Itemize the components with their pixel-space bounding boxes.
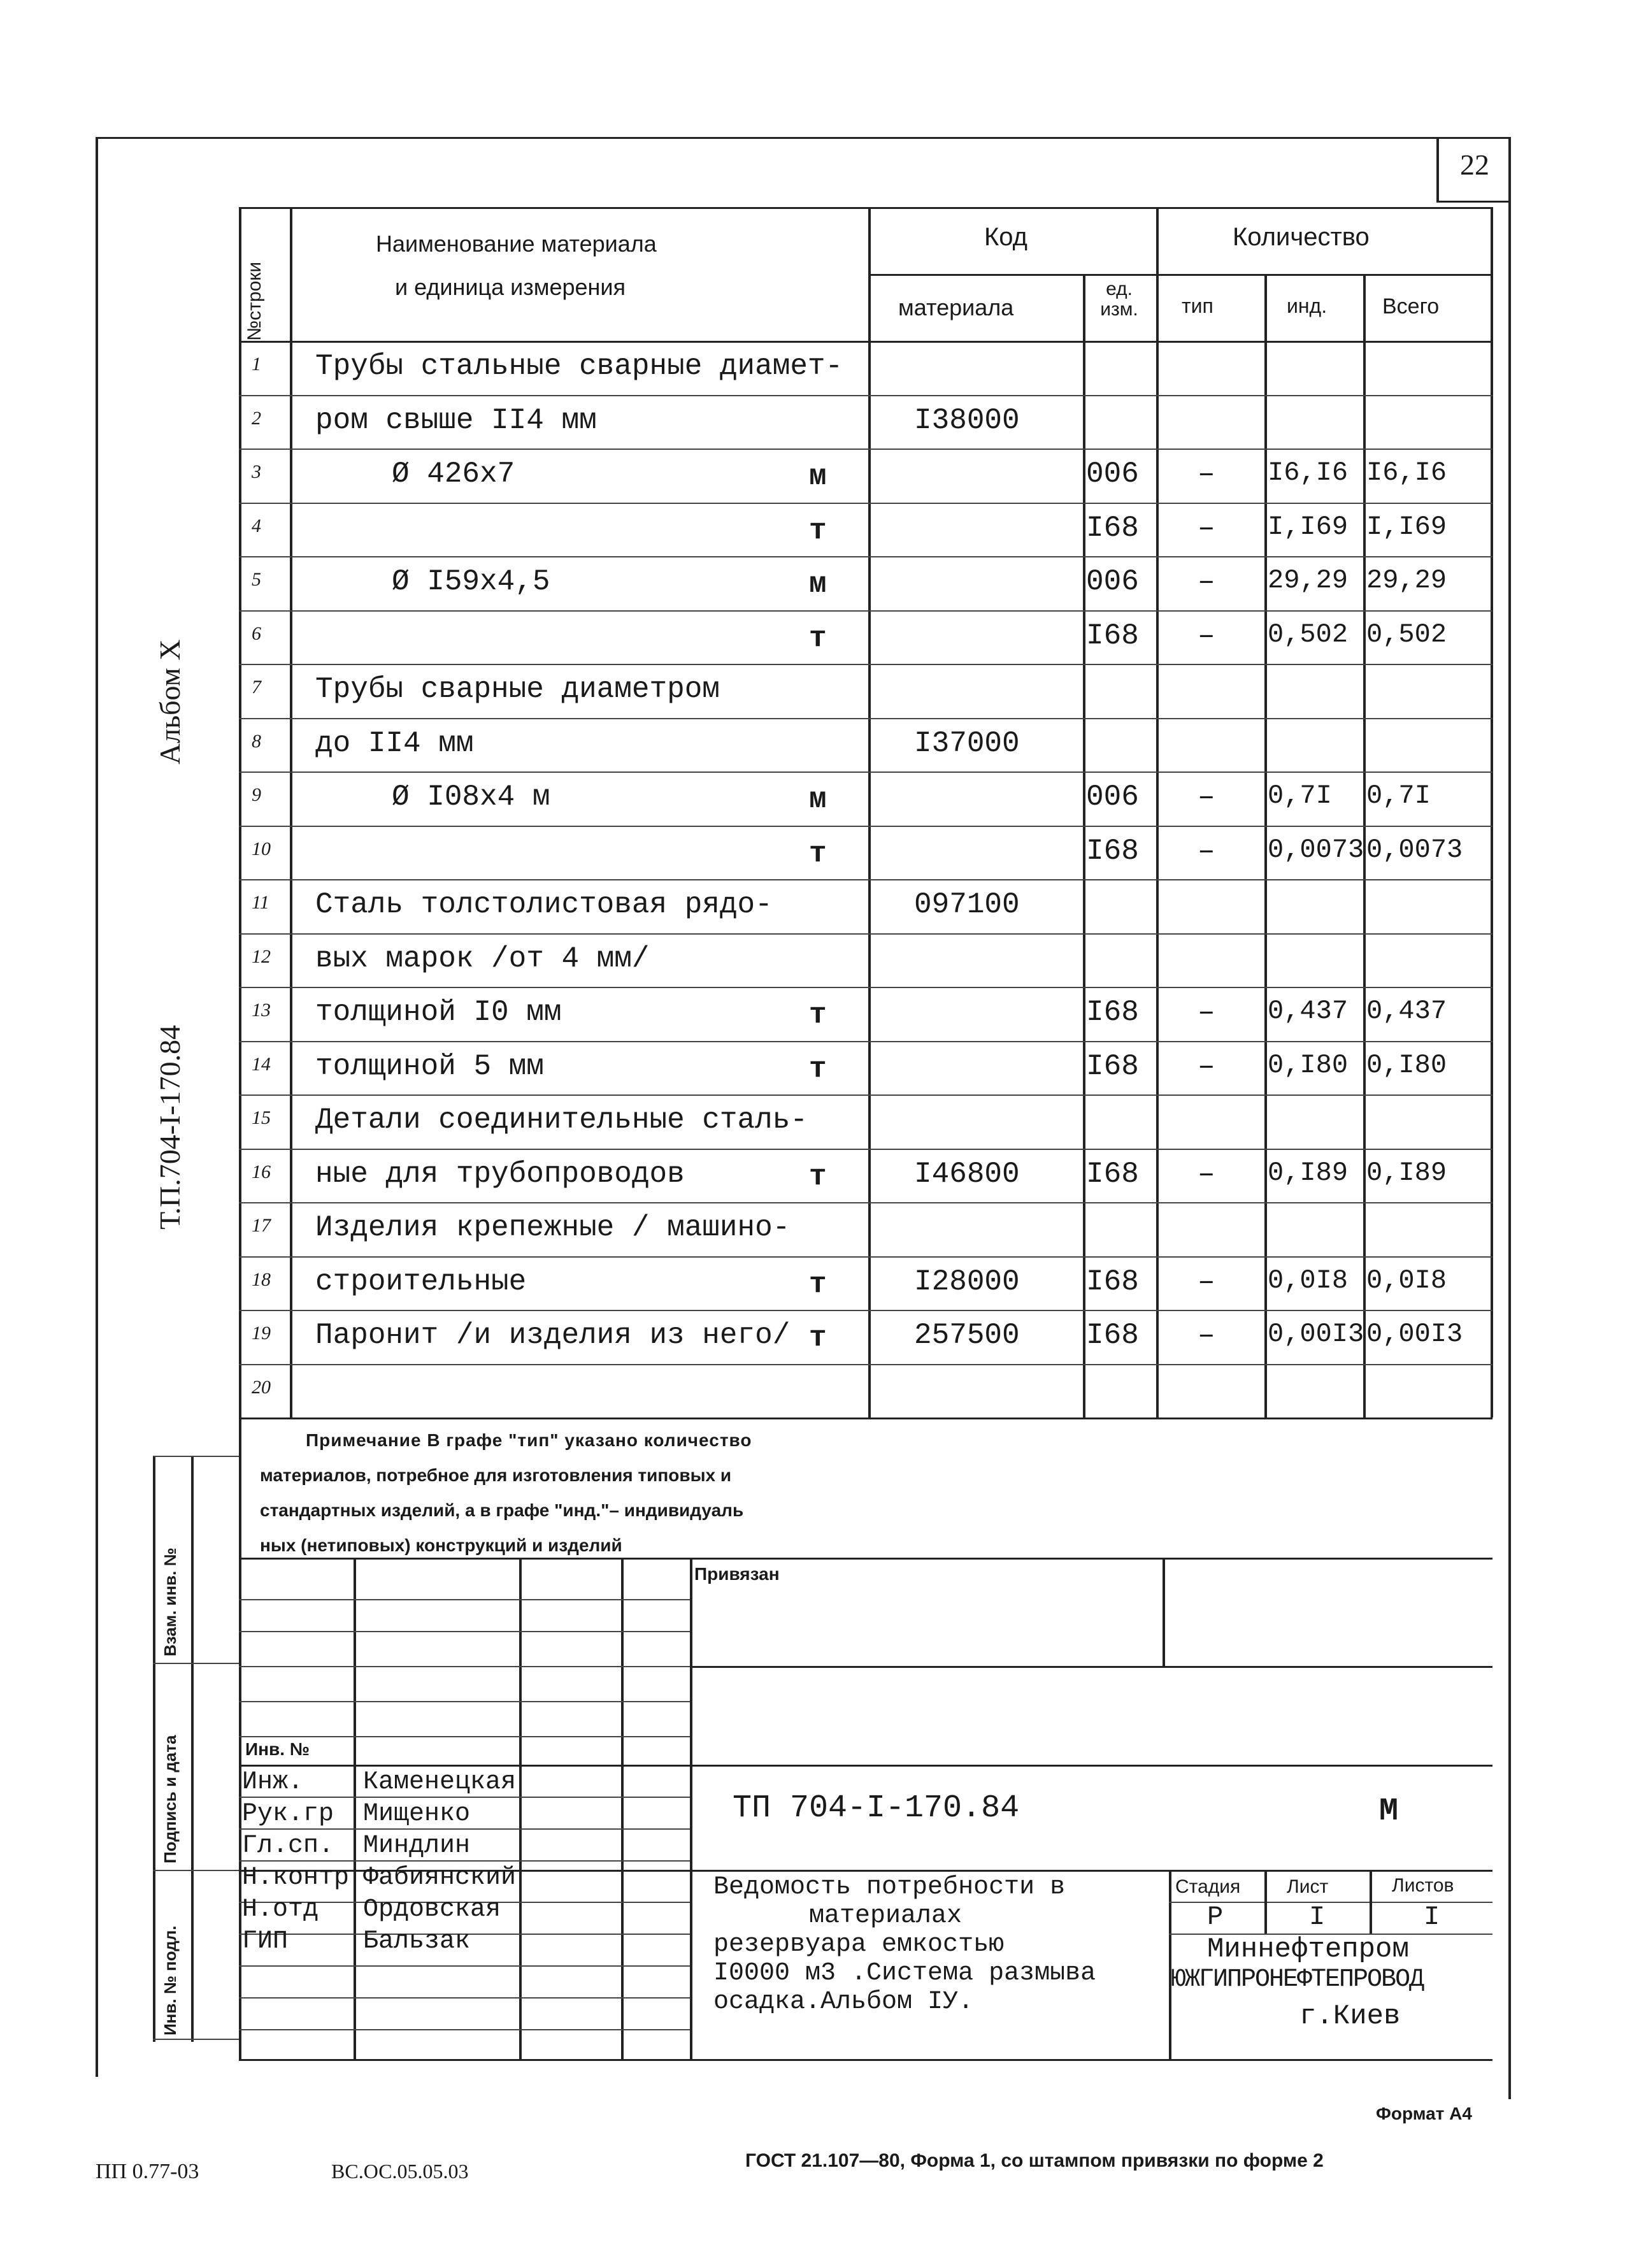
stamp-name: Мищенко xyxy=(363,1800,471,1828)
row-qty-ind: 0,0I8 xyxy=(1268,1265,1349,1296)
row-number: 9 xyxy=(252,784,261,805)
row-name: Ø I08x4 м xyxy=(392,780,550,814)
row-qty-total: I6,I6 xyxy=(1366,457,1447,488)
row-name: ром свыше II4 мм xyxy=(315,404,597,437)
row-unit-code: I68 xyxy=(1086,1319,1139,1352)
left-sign-date: Подпись и дата xyxy=(161,1735,180,1863)
sheets-label: Листов xyxy=(1392,1875,1454,1896)
row-number: 3 xyxy=(252,461,261,482)
header-name-line1: Наименование материала xyxy=(376,231,657,257)
stamp-title-line: резервуара емкостью xyxy=(713,1930,1005,1959)
row-code: I28000 xyxy=(914,1265,1020,1298)
sheet-value: I xyxy=(1309,1902,1326,1932)
row-qty-type: – xyxy=(1198,619,1215,652)
stamp-title-line: материалах xyxy=(809,1902,963,1930)
row-unit: т xyxy=(809,1160,827,1193)
row-unit: м xyxy=(809,783,827,816)
row-qty-total: 0,0I8 xyxy=(1366,1265,1447,1296)
row-name: Изделия крепежные / машино- xyxy=(315,1211,791,1244)
row-unit: т xyxy=(809,1321,827,1354)
header-code-unit: ед. изм. xyxy=(1100,278,1138,320)
left-vz-inv: Взам. инв. № xyxy=(161,1547,180,1656)
row-unit: т xyxy=(809,514,827,547)
header-name-line2: и единица измерения xyxy=(395,274,626,300)
row-name: до II4 мм xyxy=(315,727,474,760)
row-name: Ø I59x4,5 xyxy=(392,565,550,598)
page-number: 22 xyxy=(1460,148,1489,181)
row-number: 1 xyxy=(252,354,261,375)
row-number: 16 xyxy=(252,1161,271,1182)
row-qty-type: – xyxy=(1198,1158,1215,1191)
left-inv-orig: Инв. № подл. xyxy=(161,1925,180,2035)
row-name: толщиной 5 мм xyxy=(315,1050,544,1083)
header-qty-ind: инд. xyxy=(1287,294,1328,317)
row-qty-ind: 0,I89 xyxy=(1268,1158,1349,1188)
row-qty-ind: 0,502 xyxy=(1268,619,1349,650)
stamp-role: Инж. xyxy=(242,1768,304,1797)
row-number: 15 xyxy=(252,1107,271,1128)
row-name: Сталь толстолистовая рядо- xyxy=(315,888,773,921)
row-number: 4 xyxy=(252,515,261,536)
row-code: I38000 xyxy=(914,404,1020,437)
stamp-role: Н.отд xyxy=(242,1895,319,1924)
row-code: 257500 xyxy=(914,1319,1020,1352)
row-number: 17 xyxy=(252,1215,271,1236)
row-number: 11 xyxy=(252,892,269,913)
row-number: 7 xyxy=(252,677,261,698)
project-side-label: Т.П.704-I-170.84 xyxy=(154,1024,186,1230)
row-qty-type: – xyxy=(1198,565,1215,598)
org-line2: ЮЖГИПРОНЕФТЕПРОВОД xyxy=(1171,1965,1424,1994)
row-number: 6 xyxy=(252,623,261,644)
row-number: 5 xyxy=(252,569,261,590)
row-qty-total: 0,I89 xyxy=(1366,1158,1447,1188)
row-qty-ind: 0,7I xyxy=(1268,780,1332,811)
row-code: I46800 xyxy=(914,1158,1020,1191)
stage-value: Р xyxy=(1207,1902,1224,1932)
row-unit-code: I68 xyxy=(1086,1050,1139,1083)
row-unit-code: I68 xyxy=(1086,1158,1139,1191)
row-name: строительные xyxy=(315,1265,527,1298)
row-qty-ind: I6,I6 xyxy=(1268,457,1349,488)
row-unit-code: I68 xyxy=(1086,512,1139,545)
doc-code: ТП 704-I-170.84 xyxy=(733,1790,1020,1827)
row-number: 18 xyxy=(252,1269,271,1290)
row-qty-type: – xyxy=(1198,996,1215,1029)
stamp-name: Фабиянский xyxy=(363,1863,517,1892)
footer-left1: ПП 0.77-03 xyxy=(96,2160,199,2183)
row-code: I37000 xyxy=(914,727,1020,760)
stamp-role: Н.контр xyxy=(242,1863,350,1892)
header-row-no: №строки xyxy=(244,261,265,341)
row-name: вых марок /от 4 мм/ xyxy=(315,942,650,975)
footer-left2: ВС.ОС.05.05.03 xyxy=(331,2160,469,2183)
row-number: 2 xyxy=(252,408,261,429)
note-line1: Примечание В графе "тип" указано количество xyxy=(306,1430,752,1450)
row-qty-total: 0,7I xyxy=(1366,780,1431,811)
album-label: Альбом X xyxy=(154,639,186,764)
row-unit: т xyxy=(809,998,827,1031)
row-qty-type: – xyxy=(1198,780,1215,814)
row-number: 10 xyxy=(252,838,271,859)
row-name: ные для трубопроводов xyxy=(315,1158,685,1191)
row-number: 20 xyxy=(252,1377,271,1398)
row-qty-total: 0,0073 xyxy=(1366,835,1463,865)
stamp-name: Бальзак xyxy=(363,1927,471,1956)
row-qty-total: 0,00I3 xyxy=(1366,1319,1463,1349)
stage-label: Стадия xyxy=(1175,1876,1241,1897)
stamp-name: Миндлин xyxy=(363,1832,471,1860)
stamp-title-line: осадка.Альбом IУ. xyxy=(713,1988,974,2016)
org-line3: г.Киев xyxy=(1299,2000,1401,2032)
header-quantity: Количество xyxy=(1233,223,1370,251)
row-unit-code: I68 xyxy=(1086,619,1139,652)
row-unit: м xyxy=(809,568,827,601)
row-qty-ind: I,I69 xyxy=(1268,512,1349,542)
note-line3: стандартных изделий, а в графе "инд."– индивидуаль xyxy=(260,1500,744,1520)
header-qty-type: тип xyxy=(1182,294,1213,317)
row-qty-type: – xyxy=(1198,512,1215,545)
row-qty-total: 0,502 xyxy=(1366,619,1447,650)
row-unit-code: I68 xyxy=(1086,996,1139,1029)
row-unit: т xyxy=(809,837,827,870)
row-unit: т xyxy=(809,622,827,655)
row-name: Паронит /и изделия из него/ xyxy=(315,1319,791,1352)
inv-no-label: Инв. № xyxy=(245,1739,310,1759)
stamp-title-line: Ведомость потребности в xyxy=(713,1873,1066,1902)
row-qty-type: – xyxy=(1198,835,1215,868)
format-label: Формат А4 xyxy=(1376,2104,1472,2123)
row-number: 14 xyxy=(252,1054,271,1075)
sheet-label: Лист xyxy=(1287,1876,1329,1897)
row-unit: м xyxy=(809,460,827,493)
row-unit-code: I68 xyxy=(1086,1265,1139,1298)
row-qty-ind: 0,0073 xyxy=(1268,835,1364,865)
row-qty-total: I,I69 xyxy=(1366,512,1447,542)
sheets-value: I xyxy=(1424,1902,1440,1932)
row-unit-code: I68 xyxy=(1086,835,1139,868)
row-unit-code: 006 xyxy=(1086,780,1139,814)
stamp-name: Ордовская xyxy=(363,1895,501,1924)
note-line4: ных (нетиповых) конструкций и изделий xyxy=(260,1535,622,1555)
row-number: 19 xyxy=(252,1323,271,1344)
row-qty-total: 0,437 xyxy=(1366,996,1447,1026)
row-name: Ø 426x7 xyxy=(392,457,515,491)
row-name: толщиной I0 мм xyxy=(315,996,562,1029)
row-qty-ind: 0,I80 xyxy=(1268,1050,1349,1080)
stamp-title-line: I0000 м3 .Система размыва xyxy=(713,1959,1096,1988)
row-unit-code: 006 xyxy=(1086,457,1139,491)
stamp-role: ГИП xyxy=(242,1927,289,1956)
note-line2: материалов, потребное для изготовления типовых и xyxy=(260,1465,732,1485)
row-number: 12 xyxy=(252,946,271,967)
stamp-role: Рук.гр xyxy=(242,1800,334,1828)
row-qty-total: 29,29 xyxy=(1366,565,1447,596)
row-name: Детали соединительные сталь- xyxy=(315,1103,808,1137)
header-qty-total: Всего xyxy=(1382,294,1440,319)
row-name: Трубы сварные диаметром xyxy=(315,673,720,706)
row-qty-type: – xyxy=(1198,457,1215,491)
row-qty-ind: 29,29 xyxy=(1268,565,1349,596)
row-qty-ind: 0,437 xyxy=(1268,996,1349,1026)
row-unit: т xyxy=(809,1052,827,1086)
row-number: 8 xyxy=(252,731,261,752)
org-line1: Миннефтепром xyxy=(1207,1934,1409,1965)
footer-gost: ГОСТ 21.107—80, Форма 1, со штампом привязки по форме 2 xyxy=(745,2150,1324,2171)
row-qty-type: – xyxy=(1198,1265,1215,1298)
row-unit-code: 006 xyxy=(1086,565,1139,598)
row-code: 097100 xyxy=(914,888,1020,921)
row-number: 13 xyxy=(252,1000,271,1021)
row-qty-ind: 0,00I3 xyxy=(1268,1319,1364,1349)
row-qty-type: – xyxy=(1198,1050,1215,1083)
stamp-role: Гл.сп. xyxy=(242,1832,334,1860)
row-qty-total: 0,I80 xyxy=(1366,1050,1447,1080)
header-code-material: материала xyxy=(898,294,1014,320)
stamp-name: Каменецкая xyxy=(363,1768,517,1797)
doc-mark: М xyxy=(1379,1793,1399,1830)
attached-label: Привязан xyxy=(694,1564,780,1584)
row-unit: т xyxy=(809,1268,827,1301)
header-code: Код xyxy=(984,223,1028,251)
row-name: Трубы стальные сварные диамет- xyxy=(315,350,843,383)
row-qty-type: – xyxy=(1198,1319,1215,1352)
